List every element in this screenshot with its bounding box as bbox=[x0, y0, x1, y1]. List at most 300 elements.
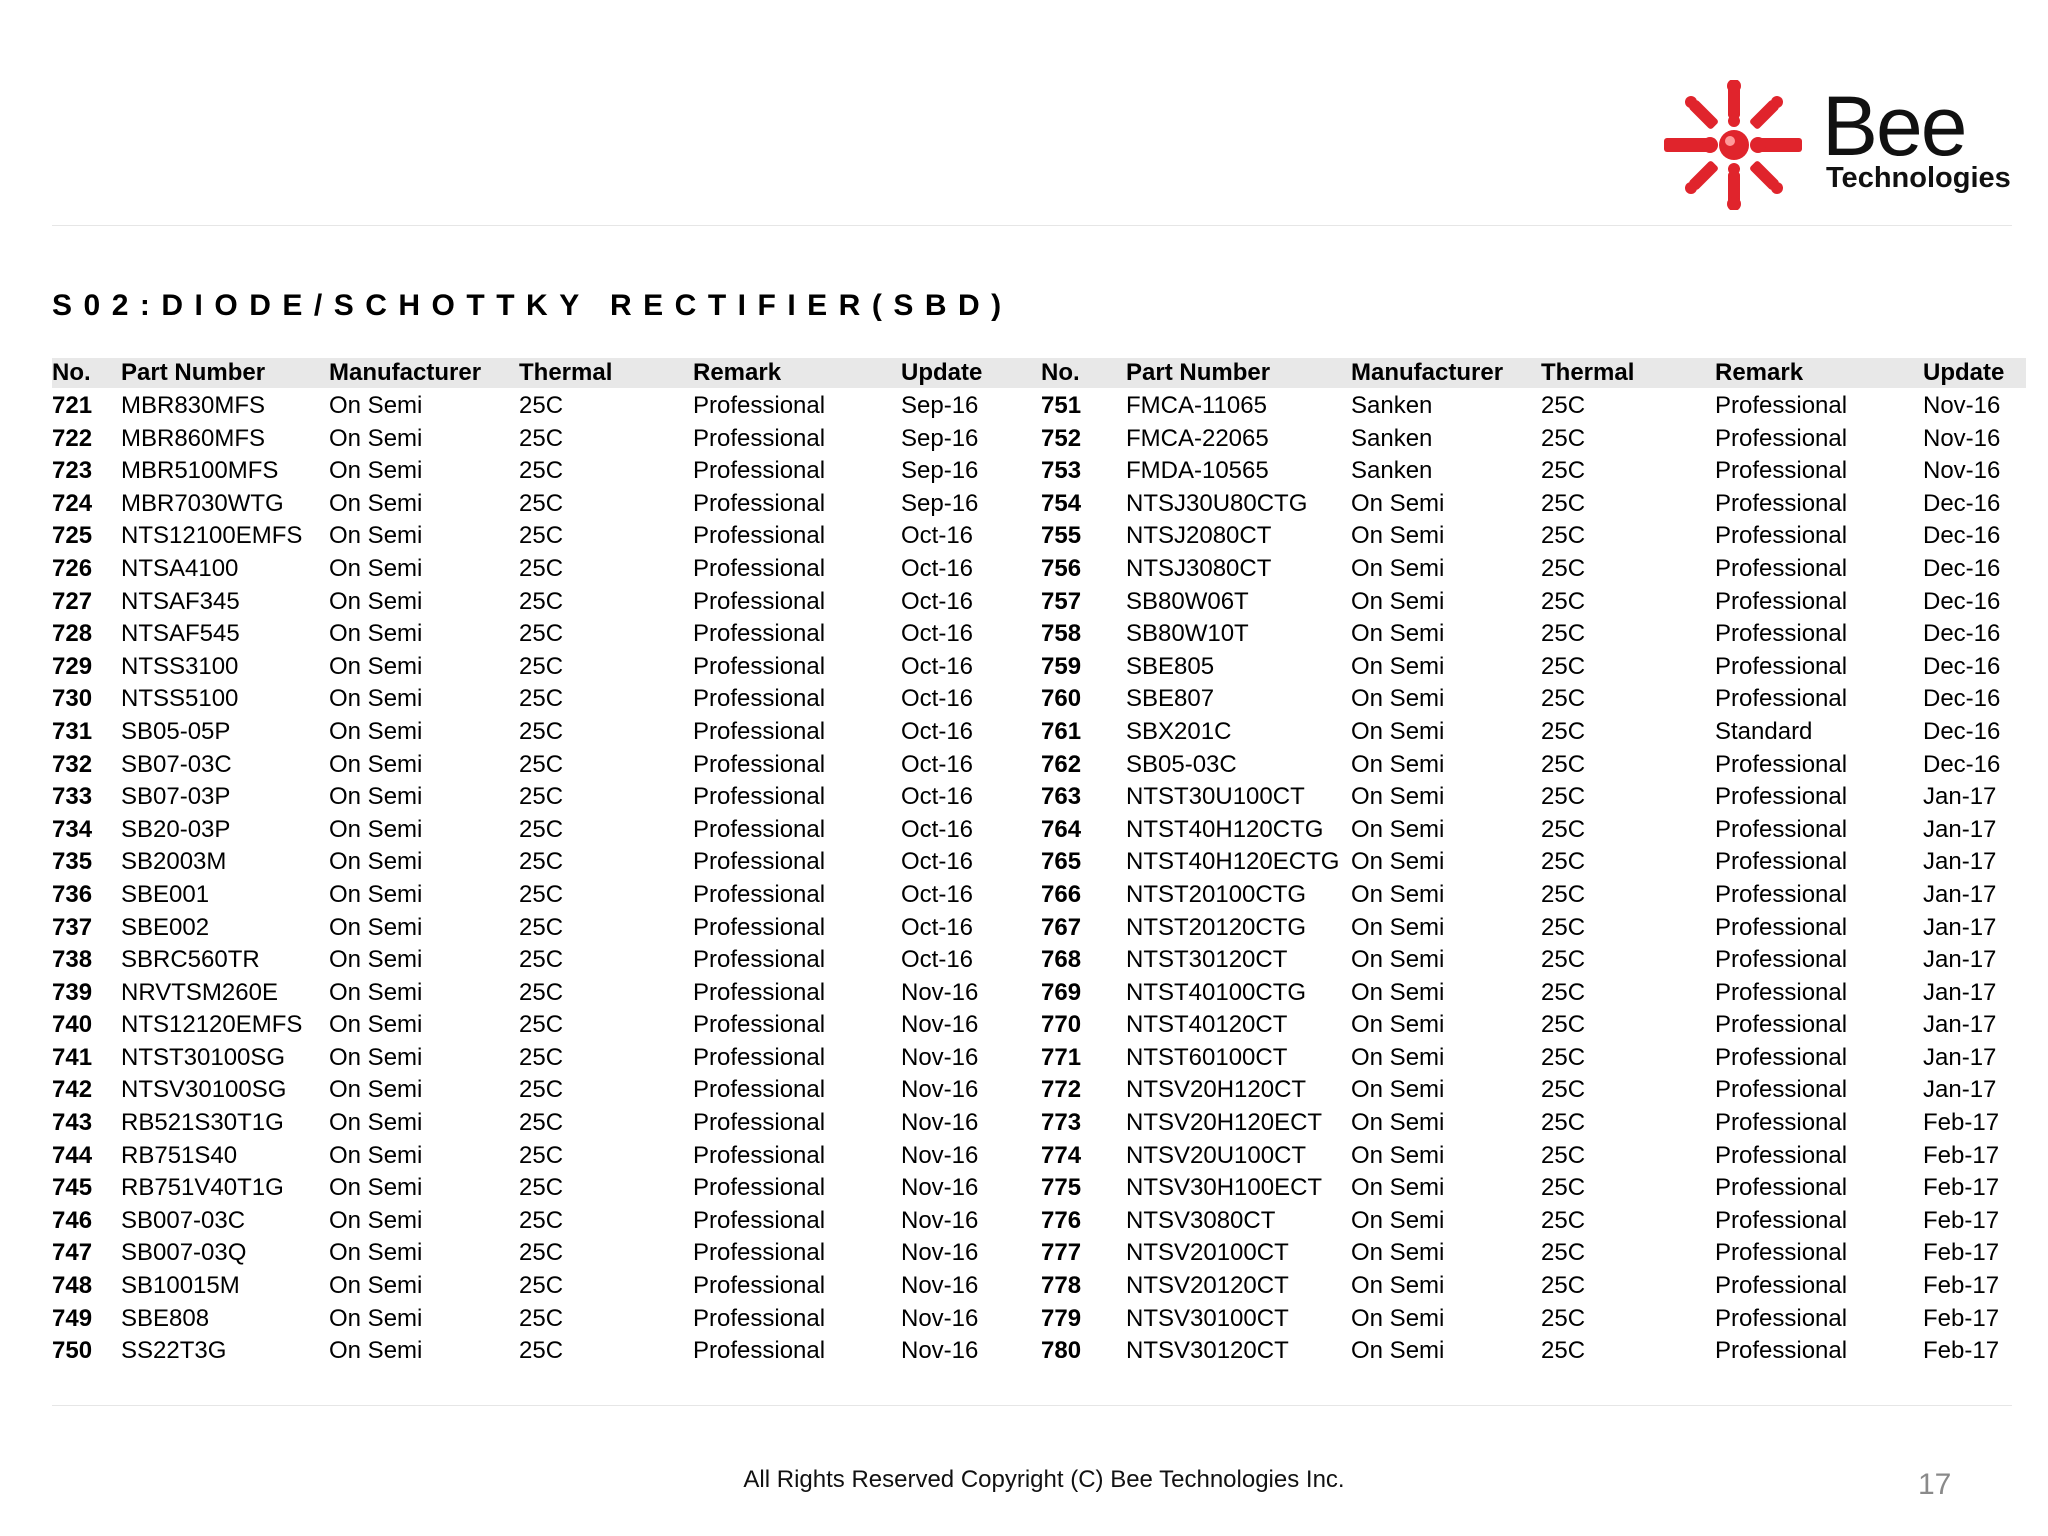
cell-part-number: NTST40H120CTG bbox=[1126, 815, 1324, 843]
cell-part-number: SBE001 bbox=[121, 880, 210, 908]
cell-no: 771 bbox=[1041, 1043, 1082, 1071]
header-manufacturer: Manufacturer bbox=[329, 359, 482, 386]
cell-manufacturer: On Semi bbox=[1351, 1076, 1445, 1104]
cell-manufacturer: On Semi bbox=[329, 1011, 423, 1039]
cell-no: 762 bbox=[1041, 750, 1082, 778]
cell-remark: Professional bbox=[1715, 522, 1848, 550]
cell-manufacturer: On Semi bbox=[1351, 946, 1445, 974]
cell-manufacturer: On Semi bbox=[329, 1239, 423, 1267]
cell-part-number: RB521S30T1G bbox=[121, 1109, 284, 1137]
header-no: No. bbox=[1041, 359, 1080, 386]
cell-remark: Professional bbox=[693, 815, 826, 843]
cell-update: Oct-16 bbox=[901, 554, 974, 582]
cell-thermal: 25C bbox=[1541, 1272, 1586, 1300]
cell-no: 761 bbox=[1041, 717, 1082, 745]
cell-remark: Professional bbox=[1715, 815, 1848, 843]
table-row bbox=[52, 977, 2026, 1010]
cell-thermal: 25C bbox=[519, 1206, 564, 1234]
cell-no: 759 bbox=[1041, 652, 1082, 680]
cell-manufacturer: On Semi bbox=[1351, 913, 1445, 941]
cell-update: Jan-17 bbox=[1923, 783, 1997, 811]
cell-manufacturer: On Semi bbox=[1351, 554, 1445, 582]
cell-update: Dec-16 bbox=[1923, 750, 2001, 778]
cell-manufacturer: On Semi bbox=[329, 717, 423, 745]
cell-no: 722 bbox=[52, 424, 93, 452]
cell-remark: Professional bbox=[693, 489, 826, 517]
table-row bbox=[52, 1303, 2026, 1336]
cell-remark: Professional bbox=[693, 1304, 826, 1332]
cell-manufacturer: On Semi bbox=[1351, 717, 1445, 745]
cell-remark: Professional bbox=[693, 913, 826, 941]
table-row bbox=[52, 586, 2026, 619]
cell-manufacturer: On Semi bbox=[329, 554, 423, 582]
cell-no: 737 bbox=[52, 913, 93, 941]
cell-manufacturer: On Semi bbox=[329, 978, 423, 1006]
cell-part-number: NTSJ3080CT bbox=[1126, 554, 1272, 582]
cell-thermal: 25C bbox=[1541, 1011, 1586, 1039]
cell-no: 752 bbox=[1041, 424, 1082, 452]
cell-no: 728 bbox=[52, 620, 93, 648]
cell-remark: Professional bbox=[693, 1011, 826, 1039]
cell-update: Dec-16 bbox=[1923, 717, 2001, 745]
table-row bbox=[52, 879, 2026, 912]
table-row bbox=[52, 618, 2026, 651]
table-row bbox=[52, 683, 2026, 716]
cell-part-number: SB80W06T bbox=[1126, 587, 1249, 615]
cell-no: 744 bbox=[52, 1141, 93, 1169]
cell-update: Dec-16 bbox=[1923, 620, 2001, 648]
cell-no: 739 bbox=[52, 978, 93, 1006]
cell-remark: Professional bbox=[693, 554, 826, 582]
cell-remark: Standard bbox=[1715, 717, 1813, 745]
cell-thermal: 25C bbox=[519, 815, 564, 843]
cell-part-number: SB2003M bbox=[121, 848, 227, 876]
cell-no: 734 bbox=[52, 815, 93, 843]
cell-thermal: 25C bbox=[1541, 1109, 1586, 1137]
cell-remark: Professional bbox=[1715, 1043, 1848, 1071]
cell-update: Jan-17 bbox=[1923, 1011, 1997, 1039]
cell-thermal: 25C bbox=[1541, 424, 1586, 452]
cell-no: 751 bbox=[1041, 392, 1082, 419]
cell-manufacturer: On Semi bbox=[1351, 1043, 1445, 1071]
cell-remark: Professional bbox=[693, 620, 826, 648]
cell-manufacturer: On Semi bbox=[1351, 1141, 1445, 1169]
cell-no: 756 bbox=[1041, 554, 1082, 582]
page-number: 17 bbox=[1918, 1468, 1952, 1501]
cell-remark: Professional bbox=[1715, 685, 1848, 713]
cell-no: 779 bbox=[1041, 1304, 1082, 1332]
header-no: No. bbox=[52, 359, 91, 386]
cell-no: 769 bbox=[1041, 978, 1082, 1006]
header-thermal: Thermal bbox=[1541, 359, 1635, 386]
cell-manufacturer: On Semi bbox=[329, 685, 423, 713]
cell-remark: Professional bbox=[1715, 652, 1848, 680]
cell-part-number: MBR5100MFS bbox=[121, 457, 279, 485]
cell-remark: Professional bbox=[1715, 1011, 1848, 1039]
cell-no: 727 bbox=[52, 587, 93, 615]
cell-manufacturer: On Semi bbox=[1351, 1272, 1445, 1300]
cell-part-number: NTST20120CTG bbox=[1126, 913, 1307, 941]
cell-part-number: NTSV30120CT bbox=[1126, 1337, 1289, 1365]
cell-no: 747 bbox=[52, 1239, 93, 1267]
cell-part-number: NTS12120EMFS bbox=[121, 1011, 303, 1039]
table-row bbox=[52, 553, 2026, 586]
cell-remark: Professional bbox=[1715, 1272, 1848, 1300]
cell-part-number: MBR830MFS bbox=[121, 392, 266, 419]
cell-thermal: 25C bbox=[519, 1011, 564, 1039]
parts-table bbox=[52, 358, 2026, 1368]
table-row bbox=[52, 423, 2026, 456]
cell-thermal: 25C bbox=[1541, 717, 1586, 745]
cell-thermal: 25C bbox=[519, 783, 564, 811]
table-row bbox=[52, 944, 2026, 977]
cell-part-number: NTSV20H120ECT bbox=[1126, 1109, 1323, 1137]
cell-manufacturer: On Semi bbox=[329, 652, 423, 680]
cell-remark: Professional bbox=[693, 392, 826, 419]
cell-update: Oct-16 bbox=[901, 620, 974, 648]
cell-thermal: 25C bbox=[1541, 783, 1586, 811]
cell-update: Sep-16 bbox=[901, 392, 979, 419]
cell-update: Oct-16 bbox=[901, 587, 974, 615]
cell-thermal: 25C bbox=[519, 424, 564, 452]
table-row bbox=[52, 1042, 2026, 1075]
cell-update: Nov-16 bbox=[901, 1109, 979, 1137]
cell-update: Dec-16 bbox=[1923, 522, 2001, 550]
cell-no: 773 bbox=[1041, 1109, 1082, 1137]
cell-part-number: NRVTSM260E bbox=[121, 978, 278, 1006]
cell-thermal: 25C bbox=[1541, 978, 1586, 1006]
table-row bbox=[52, 520, 2026, 553]
cell-thermal: 25C bbox=[519, 1239, 564, 1267]
cell-part-number: NTST30120CT bbox=[1126, 946, 1288, 974]
table-row bbox=[52, 1107, 2026, 1140]
cell-thermal: 25C bbox=[519, 620, 564, 648]
cell-part-number: NTST30U100CT bbox=[1126, 783, 1305, 811]
cell-update: Nov-16 bbox=[901, 1043, 979, 1071]
cell-manufacturer: On Semi bbox=[329, 1206, 423, 1234]
header-remark: Remark bbox=[693, 359, 782, 386]
cell-manufacturer: On Semi bbox=[1351, 489, 1445, 517]
cell-remark: Professional bbox=[1715, 1304, 1848, 1332]
cell-remark: Professional bbox=[1715, 392, 1848, 419]
cell-part-number: SB80W10T bbox=[1126, 620, 1249, 648]
cell-thermal: 25C bbox=[1541, 620, 1586, 648]
header-divider bbox=[52, 225, 2012, 226]
cell-thermal: 25C bbox=[1541, 392, 1586, 419]
cell-thermal: 25C bbox=[519, 1076, 564, 1104]
cell-no: 732 bbox=[52, 750, 93, 778]
cell-part-number: SBE807 bbox=[1126, 685, 1215, 713]
cell-update: Jan-17 bbox=[1923, 913, 1997, 941]
cell-thermal: 25C bbox=[1541, 815, 1586, 843]
cell-part-number: SB007-03C bbox=[121, 1206, 246, 1234]
cell-manufacturer: On Semi bbox=[1351, 815, 1445, 843]
cell-remark: Professional bbox=[693, 1337, 826, 1365]
cell-part-number: NTSJ2080CT bbox=[1126, 522, 1272, 550]
cell-manufacturer: On Semi bbox=[329, 457, 423, 485]
cell-update: Oct-16 bbox=[901, 815, 974, 843]
cell-remark: Professional bbox=[1715, 1076, 1848, 1104]
cell-no: 765 bbox=[1041, 848, 1082, 876]
cell-remark: Professional bbox=[693, 457, 826, 485]
cell-manufacturer: On Semi bbox=[329, 1337, 423, 1365]
cell-remark: Professional bbox=[1715, 489, 1848, 517]
cell-no: 733 bbox=[52, 783, 93, 811]
cell-manufacturer: Sanken bbox=[1351, 457, 1433, 485]
cell-manufacturer: On Semi bbox=[329, 1304, 423, 1332]
bee-technologies-logo bbox=[1660, 80, 2030, 210]
cell-manufacturer: On Semi bbox=[1351, 652, 1445, 680]
cell-update: Feb-17 bbox=[1923, 1239, 2000, 1267]
cell-part-number: SB10015M bbox=[121, 1272, 240, 1300]
cell-no: 741 bbox=[52, 1043, 93, 1071]
cell-update: Feb-17 bbox=[1923, 1109, 2000, 1137]
cell-thermal: 25C bbox=[1541, 587, 1586, 615]
header-remark: Remark bbox=[1715, 359, 1804, 386]
cell-thermal: 25C bbox=[519, 978, 564, 1006]
cell-part-number: FMDA-10565 bbox=[1126, 457, 1269, 485]
cell-remark: Professional bbox=[693, 1076, 826, 1104]
cell-thermal: 25C bbox=[1541, 848, 1586, 876]
cell-no: 758 bbox=[1041, 620, 1082, 648]
cell-update: Oct-16 bbox=[901, 783, 974, 811]
cell-thermal: 25C bbox=[519, 652, 564, 680]
cell-thermal: 25C bbox=[1541, 946, 1586, 974]
cell-remark: Professional bbox=[1715, 978, 1848, 1006]
logo-wordmark: Bee bbox=[1822, 79, 1966, 173]
cell-manufacturer: Sanken bbox=[1351, 424, 1433, 452]
cell-part-number: SBE002 bbox=[121, 913, 210, 941]
cell-no: 740 bbox=[52, 1011, 93, 1039]
cell-update: Dec-16 bbox=[1923, 587, 2001, 615]
cell-no: 776 bbox=[1041, 1206, 1082, 1234]
cell-remark: Professional bbox=[693, 1141, 826, 1169]
cell-manufacturer: On Semi bbox=[1351, 587, 1445, 615]
cell-update: Jan-17 bbox=[1923, 815, 1997, 843]
cell-remark: Professional bbox=[1715, 880, 1848, 908]
cell-remark: Professional bbox=[1715, 457, 1848, 485]
cell-update: Nov-16 bbox=[901, 1304, 979, 1332]
cell-manufacturer: On Semi bbox=[329, 880, 423, 908]
cell-remark: Professional bbox=[693, 587, 826, 615]
cell-remark: Professional bbox=[693, 848, 826, 876]
cell-update: Nov-16 bbox=[1923, 457, 2001, 485]
cell-manufacturer: On Semi bbox=[1351, 1011, 1445, 1039]
cell-manufacturer: On Semi bbox=[329, 1141, 423, 1169]
cell-update: Feb-17 bbox=[1923, 1141, 2000, 1169]
cell-remark: Professional bbox=[1715, 620, 1848, 648]
cell-no: 774 bbox=[1041, 1141, 1082, 1169]
cell-remark: Professional bbox=[693, 424, 826, 452]
cell-update: Nov-16 bbox=[901, 978, 979, 1006]
cell-manufacturer: On Semi bbox=[1351, 522, 1445, 550]
cell-update: Dec-16 bbox=[1923, 652, 2001, 680]
cell-thermal: 25C bbox=[1541, 1076, 1586, 1104]
cell-no: 767 bbox=[1041, 913, 1082, 941]
cell-update: Sep-16 bbox=[901, 424, 979, 452]
cell-thermal: 25C bbox=[519, 457, 564, 485]
cell-remark: Professional bbox=[693, 717, 826, 745]
cell-thermal: 25C bbox=[519, 913, 564, 941]
cell-thermal: 25C bbox=[1541, 880, 1586, 908]
cell-part-number: NTSV30100CT bbox=[1126, 1304, 1289, 1332]
cell-remark: Professional bbox=[693, 946, 826, 974]
cell-thermal: 25C bbox=[1541, 1239, 1586, 1267]
cell-manufacturer: On Semi bbox=[1351, 783, 1445, 811]
cell-manufacturer: On Semi bbox=[1351, 620, 1445, 648]
cell-no: 775 bbox=[1041, 1174, 1082, 1202]
cell-part-number: MBR860MFS bbox=[121, 424, 266, 452]
cell-part-number: NTSV20H120CT bbox=[1126, 1076, 1307, 1104]
cell-update: Jan-17 bbox=[1923, 880, 1997, 908]
cell-no: 736 bbox=[52, 880, 93, 908]
cell-thermal: 25C bbox=[519, 1109, 564, 1137]
cell-manufacturer: On Semi bbox=[1351, 1337, 1445, 1365]
cell-part-number: NTSV30H100ECT bbox=[1126, 1174, 1323, 1202]
cell-no: 766 bbox=[1041, 880, 1082, 908]
cell-remark: Professional bbox=[1715, 1206, 1848, 1234]
table-row bbox=[52, 1074, 2026, 1107]
table-row bbox=[52, 716, 2026, 749]
cell-update: Dec-16 bbox=[1923, 554, 2001, 582]
cell-remark: Professional bbox=[693, 978, 826, 1006]
cell-manufacturer: On Semi bbox=[329, 1272, 423, 1300]
cell-thermal: 25C bbox=[519, 522, 564, 550]
cell-thermal: 25C bbox=[1541, 685, 1586, 713]
cell-no: 721 bbox=[52, 392, 93, 419]
cell-thermal: 25C bbox=[519, 946, 564, 974]
cell-update: Nov-16 bbox=[901, 1174, 979, 1202]
header-thermal: Thermal bbox=[519, 359, 613, 386]
cell-part-number: SBX201C bbox=[1126, 717, 1232, 745]
table-row bbox=[52, 1335, 2026, 1368]
cell-part-number: NTSS3100 bbox=[121, 652, 239, 680]
cell-manufacturer: On Semi bbox=[329, 587, 423, 615]
cell-no: 731 bbox=[52, 717, 93, 745]
cell-manufacturer: On Semi bbox=[1351, 1304, 1445, 1332]
cell-part-number: SB007-03Q bbox=[121, 1239, 247, 1267]
cell-update: Nov-16 bbox=[901, 1239, 979, 1267]
cell-thermal: 25C bbox=[1541, 554, 1586, 582]
cell-manufacturer: Sanken bbox=[1351, 392, 1433, 419]
cell-remark: Professional bbox=[1715, 946, 1848, 974]
cell-thermal: 25C bbox=[519, 685, 564, 713]
cell-update: Oct-16 bbox=[901, 750, 974, 778]
cell-thermal: 25C bbox=[1541, 1043, 1586, 1071]
cell-update: Dec-16 bbox=[1923, 489, 2001, 517]
cell-update: Nov-16 bbox=[901, 1337, 979, 1365]
cell-part-number: NTST20100CTG bbox=[1126, 880, 1307, 908]
cell-remark: Professional bbox=[1715, 848, 1848, 876]
cell-remark: Professional bbox=[1715, 1337, 1848, 1365]
cell-part-number: NTSV20120CT bbox=[1126, 1272, 1289, 1300]
cell-update: Feb-17 bbox=[1923, 1304, 2000, 1332]
cell-part-number: RB751V40T1G bbox=[121, 1174, 284, 1202]
cell-update: Oct-16 bbox=[901, 522, 974, 550]
cell-update: Feb-17 bbox=[1923, 1206, 2000, 1234]
cell-remark: Professional bbox=[1715, 587, 1848, 615]
cell-part-number: NTSAF345 bbox=[121, 587, 240, 615]
cell-remark: Professional bbox=[693, 1206, 826, 1234]
cell-thermal: 25C bbox=[1541, 750, 1586, 778]
cell-thermal: 25C bbox=[1541, 522, 1586, 550]
cell-manufacturer: On Semi bbox=[329, 392, 423, 419]
header-part-number: Part Number bbox=[1126, 359, 1271, 386]
cell-part-number: NTSV20100CT bbox=[1126, 1239, 1289, 1267]
table-row bbox=[52, 1205, 2026, 1238]
cell-part-number: FMCA-22065 bbox=[1126, 424, 1269, 452]
cell-manufacturer: On Semi bbox=[329, 946, 423, 974]
cell-no: 742 bbox=[52, 1076, 93, 1104]
table-row bbox=[52, 390, 2026, 423]
cell-thermal: 25C bbox=[519, 848, 564, 876]
bee-asterisk-icon bbox=[1660, 80, 1810, 210]
cell-manufacturer: On Semi bbox=[329, 1076, 423, 1104]
cell-thermal: 25C bbox=[1541, 1174, 1586, 1202]
cell-no: 757 bbox=[1041, 587, 1082, 615]
cell-no: 726 bbox=[52, 554, 93, 582]
cell-update: Oct-16 bbox=[901, 652, 974, 680]
cell-update: Nov-16 bbox=[1923, 424, 2001, 452]
table-row bbox=[52, 781, 2026, 814]
cell-thermal: 25C bbox=[519, 1141, 564, 1169]
cell-manufacturer: On Semi bbox=[329, 848, 423, 876]
cell-remark: Professional bbox=[1715, 750, 1848, 778]
cell-thermal: 25C bbox=[1541, 913, 1586, 941]
header-manufacturer: Manufacturer bbox=[1351, 359, 1504, 386]
cell-part-number: FMCA-11065 bbox=[1126, 392, 1267, 419]
cell-remark: Professional bbox=[693, 1272, 826, 1300]
cell-manufacturer: On Semi bbox=[1351, 750, 1445, 778]
cell-part-number: NTST60100CT bbox=[1126, 1043, 1288, 1071]
table-row bbox=[52, 749, 2026, 782]
footer-divider bbox=[52, 1405, 2012, 1406]
cell-part-number: NTSJ30U80CTG bbox=[1126, 489, 1308, 517]
cell-update: Feb-17 bbox=[1923, 1272, 2000, 1300]
cell-manufacturer: On Semi bbox=[329, 522, 423, 550]
cell-update: Oct-16 bbox=[901, 946, 974, 974]
table-row bbox=[52, 1172, 2026, 1205]
cell-remark: Professional bbox=[693, 750, 826, 778]
cell-part-number: SBRC560TR bbox=[121, 946, 260, 974]
cell-remark: Professional bbox=[1715, 1239, 1848, 1267]
logo-subtitle: Technologies bbox=[1826, 162, 2011, 194]
cell-manufacturer: On Semi bbox=[329, 913, 423, 941]
cell-thermal: 25C bbox=[519, 717, 564, 745]
header-update: Update bbox=[901, 359, 983, 386]
cell-thermal: 25C bbox=[519, 880, 564, 908]
table-row bbox=[52, 488, 2026, 521]
cell-no: 754 bbox=[1041, 489, 1082, 517]
cell-remark: Professional bbox=[693, 1239, 826, 1267]
cell-update: Nov-16 bbox=[901, 1206, 979, 1234]
table-row bbox=[52, 912, 2026, 945]
cell-manufacturer: On Semi bbox=[1351, 978, 1445, 1006]
cell-part-number: NTSV30100SG bbox=[121, 1076, 287, 1104]
cell-thermal: 25C bbox=[519, 1174, 564, 1202]
cell-manufacturer: On Semi bbox=[329, 620, 423, 648]
cell-part-number: MBR7030WTG bbox=[121, 489, 284, 517]
cell-thermal: 25C bbox=[519, 554, 564, 582]
cell-no: 729 bbox=[52, 652, 93, 680]
cell-no: 772 bbox=[1041, 1076, 1082, 1104]
cell-no: 755 bbox=[1041, 522, 1082, 550]
cell-remark: Professional bbox=[1715, 1174, 1848, 1202]
cell-remark: Professional bbox=[1715, 424, 1848, 452]
cell-remark: Professional bbox=[693, 1109, 826, 1137]
cell-no: 753 bbox=[1041, 457, 1082, 485]
cell-remark: Professional bbox=[693, 1174, 826, 1202]
